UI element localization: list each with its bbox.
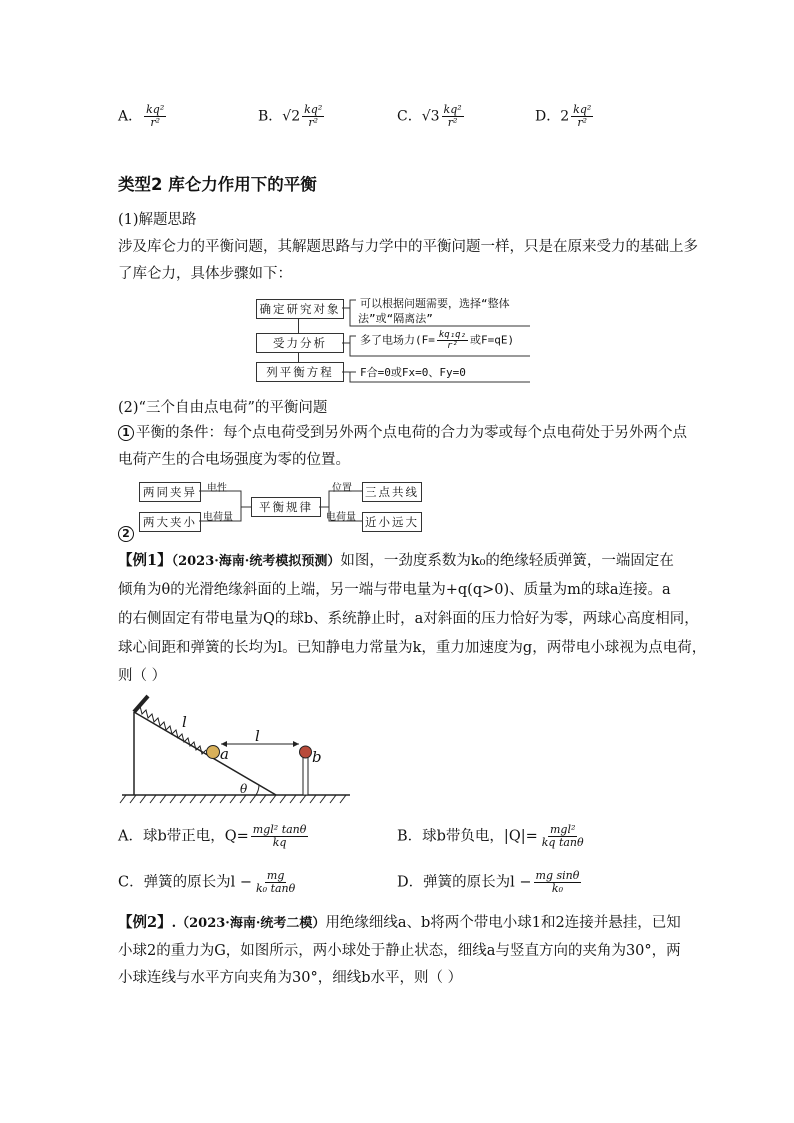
option-d-fraction: $\frac{\text{kq²}}{\text{r²}}$ bbox=[573, 103, 592, 129]
subheading-three-charges: (2)“三个自由点电荷”的平衡问题 bbox=[118, 400, 328, 416]
rule-label-charge: 电荷量 bbox=[203, 512, 233, 523]
rule-box-left-top: 两同夹异 bbox=[139, 482, 201, 502]
rule-box-right-top: 三点共线 bbox=[362, 482, 422, 502]
example1-line: 球心间距和弹簧的长均为l。已知静电力常量为k，重力加速度为g，两带电小球视为点电荷， bbox=[118, 640, 707, 656]
label-theta: θ bbox=[240, 782, 248, 796]
angle-arc bbox=[256, 785, 259, 795]
example2-line: 小球连线与水平方向夹角为30°，细线b水平，则（ ） bbox=[118, 970, 463, 986]
example2-line: 小球2的重力为G，如图所示，两小球处于静止状态，细线a与竖直方向的夹角为30°，两 bbox=[118, 943, 681, 959]
incline-figure bbox=[118, 692, 358, 807]
option-d: D．2 $\frac{\text{kq²}}{\text{r²}}$ bbox=[535, 103, 592, 129]
example1-option-c: C．弹簧的原长为l − $\frac{mg}{\text{k₀ tanθ}}$ bbox=[118, 869, 296, 895]
flow-box-object: 确定研究对象 bbox=[256, 299, 344, 319]
flow-note-1b: 法”或“隔离法” bbox=[358, 312, 433, 325]
flow-box-force-analysis: 受力分析 bbox=[256, 333, 344, 353]
flow-note-1: 可以根据问题需要，选择“整体 bbox=[360, 297, 510, 310]
example1-option-d: D．弹簧的原长为l − $\frac{\text{mg sinθ}}{\text{k₀}}$ bbox=[397, 869, 580, 895]
paragraph-line: 涉及库仑力的平衡问题，其解题思路与力学中的平衡问题一样，只是在原来受力的基础上多 bbox=[118, 239, 698, 255]
flow-box-equation: 列平衡方程 bbox=[256, 362, 344, 382]
example1-line: 的右侧固定有带电量为Q的球b、系统静止时，a对斜面的压力恰好为零，两球心高度相同， bbox=[118, 611, 699, 627]
section-title: 类型2 库仑力作用下的平衡 bbox=[118, 175, 317, 194]
example1-tag: 【例1】 bbox=[118, 552, 172, 569]
option-a: A． $\frac{\text{kq²}}{\text{r²}}$ bbox=[118, 103, 165, 129]
example1-line: 则（ ） bbox=[118, 668, 167, 684]
ground-hatching bbox=[120, 795, 346, 803]
circled-number-1: 1 bbox=[118, 425, 134, 441]
option-b: B．√2 $\frac{\text{kq²}}{\text{r²}}$ bbox=[258, 103, 323, 129]
spring bbox=[136, 706, 206, 754]
post bbox=[303, 757, 308, 795]
circled-number-2: 2 bbox=[118, 526, 134, 542]
incline-surface bbox=[134, 712, 276, 795]
example2-tag: 【例2】 bbox=[118, 914, 172, 931]
condition-line: 电荷产生的合电场强度为零的位置。 bbox=[118, 452, 350, 468]
condition-line: 1 平衡的条件：每个点电荷受到另外两个点电荷的合力为零或每个点电荷处于另外两个点 bbox=[118, 423, 687, 443]
example1-source: （2023·海南·统考模拟预测） bbox=[171, 554, 341, 569]
flow-connector bbox=[298, 353, 299, 362]
option-c-fraction: $\frac{\text{kq²}}{\text{r²}}$ bbox=[443, 103, 462, 129]
ball-a bbox=[207, 746, 220, 759]
example1-option-b: B．球b带负电，|Q|= $\frac{\text{mgl²}}{\text{kq tanθ}}$ bbox=[397, 823, 584, 849]
option-b-fraction: $\frac{\text{kq²}}{\text{r²}}$ bbox=[304, 103, 323, 129]
ball-b bbox=[300, 746, 312, 758]
label-ball-b: b bbox=[312, 748, 322, 766]
example1-line: 倾角为θ的光滑绝缘斜面的上端，另一端与带电量为+q(q>0)、质量为m的球a连接。a bbox=[118, 582, 671, 598]
label-ball-a: a bbox=[220, 745, 229, 763]
paragraph-line: 了库仑力，具体步骤如下： bbox=[118, 266, 292, 282]
arrow-head-right bbox=[293, 741, 299, 747]
flow-note-3: F合=0或Fx=0、Fy=0 bbox=[360, 366, 466, 379]
option-c: C．√3 $\frac{\text{kq²}}{\text{r²}}$ bbox=[397, 103, 462, 129]
subheading-approach: (1)解题思路 bbox=[118, 212, 197, 228]
rule-box-right-bottom: 近小远大 bbox=[362, 512, 422, 532]
label-distance: l bbox=[255, 727, 260, 745]
example1-option-a: A．球b带正电，Q= $\frac{\text{mgl² tanθ}}{kq}$ bbox=[118, 823, 307, 849]
example2-source: .（2023·海南·统考二模） bbox=[171, 916, 326, 931]
rule-box-left-bottom: 两大夹小 bbox=[139, 512, 201, 532]
example2-line: 【例2】.（2023·海南·统考二模）用绝缘细线a、b将两个带电小球1和2连接并悬挂，已知 bbox=[118, 914, 681, 931]
rule-label-polarity: 电性 bbox=[207, 483, 227, 494]
flow-connector bbox=[298, 319, 299, 333]
rule-box-center: 平衡规律 bbox=[251, 497, 321, 517]
example1-line: 【例1】（2023·海南·统考模拟预测）如图，一劲度系数为k₀的绝缘轻质弹簧，一端固定在 bbox=[118, 552, 674, 569]
rule-label-position: 位置 bbox=[332, 483, 352, 494]
option-a-fraction: $\frac{\text{kq²}}{\text{r²}}$ bbox=[146, 103, 165, 129]
label-spring-length: l bbox=[182, 713, 187, 731]
flow-note-2: 多了电场力(F= $\frac{\text{kq₁q₂}}{\text{r²}}$ 或F=qE) bbox=[360, 330, 515, 351]
rule-label-charge: 电荷量 bbox=[326, 512, 356, 523]
